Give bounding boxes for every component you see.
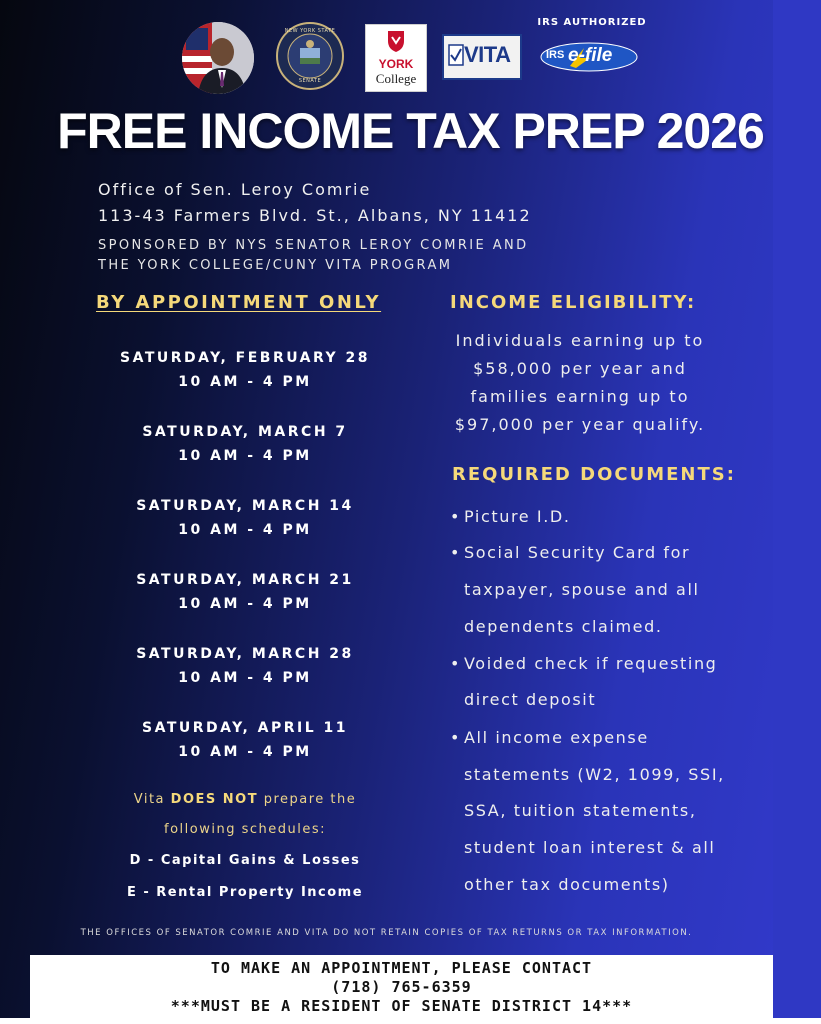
contact-phone: (718) 765-6359 bbox=[331, 978, 472, 996]
york-name: YORK bbox=[378, 57, 414, 71]
seal-top-text: NEW YORK STATE bbox=[284, 28, 336, 34]
document-line: Social Security Card for bbox=[464, 543, 691, 562]
bullet-icon: • bbox=[450, 507, 460, 526]
date-day: SATURDAY, MARCH 28 bbox=[136, 646, 354, 662]
irs-badge-text: IRS bbox=[546, 49, 565, 61]
date-time: 10 AM - 4 PM bbox=[178, 744, 312, 760]
sponsor-line-1: SPONSORED BY NYS SENATOR LEROY COMRIE AND bbox=[98, 238, 529, 253]
document-line: SSA, tuition statements, bbox=[464, 801, 697, 820]
residency-requirement: ***MUST BE A RESIDENT OF SENATE DISTRICT 14*** bbox=[170, 997, 633, 1015]
date-day: SATURDAY, APRIL 11 bbox=[141, 720, 349, 736]
sponsor-line-2: THE YORK COLLEGE/CUNY VITA PROGRAM bbox=[98, 258, 453, 273]
note-prefix: Vita bbox=[133, 792, 171, 807]
date-time: 10 AM - 4 PM bbox=[178, 596, 312, 612]
date-time: 10 AM - 4 PM bbox=[178, 374, 312, 390]
eligibility-line: Individuals earning up to bbox=[455, 331, 705, 350]
eligibility-line: families earning up to bbox=[470, 387, 690, 406]
document-line: dependents claimed. bbox=[464, 617, 663, 636]
note-line-2: following schedules: bbox=[164, 822, 326, 837]
note-emphasis: DOES NOT bbox=[170, 792, 259, 807]
seal-bottom-text: SENATE bbox=[298, 78, 322, 84]
document-line: other tax documents) bbox=[464, 875, 670, 894]
efile-text: e-file bbox=[568, 45, 613, 66]
document-line: Picture I.D. bbox=[464, 507, 571, 526]
page-title: FREE INCOME TAX PREP 2026 bbox=[57, 103, 764, 159]
date-time: 10 AM - 4 PM bbox=[178, 448, 312, 464]
document-line: taxpayer, spouse and all bbox=[464, 580, 700, 599]
schedule-e: E - Rental Property Income bbox=[126, 885, 364, 900]
bottom-background-strip bbox=[0, 1018, 821, 1024]
document-line: All income expense bbox=[464, 728, 649, 747]
date-day: SATURDAY, FEBRUARY 28 bbox=[119, 350, 371, 366]
contact-box bbox=[30, 955, 773, 1018]
date-day: SATURDAY, MARCH 14 bbox=[136, 498, 354, 514]
irs-authorized-label: IRS AUTHORIZED bbox=[537, 17, 647, 28]
note-suffix: prepare the bbox=[258, 792, 357, 807]
vita-does-not-note bbox=[60, 792, 430, 807]
eligibility-line: $97,000 per year qualify. bbox=[454, 415, 706, 434]
york-college-word: College bbox=[375, 71, 417, 86]
vita-wordmark: VITA bbox=[464, 42, 511, 67]
office-address: 113-43 Farmers Blvd. St., Albans, NY 11412 bbox=[98, 206, 532, 225]
eligibility-line: $58,000 per year and bbox=[473, 359, 687, 378]
document-line: statements (W2, 1099, SSI, bbox=[464, 765, 725, 784]
eligibility-heading: INCOME ELIGIBILITY: bbox=[450, 292, 697, 313]
appointment-heading: BY APPOINTMENT ONLY bbox=[96, 292, 382, 313]
date-day: SATURDAY, MARCH 7 bbox=[142, 424, 348, 440]
date-day: SATURDAY, MARCH 21 bbox=[136, 572, 354, 588]
office-name: Office of Sen. Leroy Comrie bbox=[98, 180, 372, 199]
bullet-icon: • bbox=[450, 728, 460, 747]
document-line: direct deposit bbox=[464, 690, 597, 709]
bullet-icon: • bbox=[450, 654, 460, 673]
date-time: 10 AM - 4 PM bbox=[178, 670, 312, 686]
right-background-strip bbox=[773, 0, 821, 1024]
irs-efile-logo bbox=[540, 42, 638, 72]
schedule-d: D - Capital Gains & Losses bbox=[129, 853, 361, 868]
date-time: 10 AM - 4 PM bbox=[178, 522, 312, 538]
appointment-dates bbox=[0, 0, 490, 780]
retention-disclaimer: THE OFFICES OF SENATOR COMRIE AND VITA DO NOT RETAIN COPIES OF TAX RETURNS OR TAX INFORMATION. bbox=[80, 928, 693, 938]
documents-heading: REQUIRED DOCUMENTS: bbox=[452, 464, 736, 485]
bullet-icon: • bbox=[450, 543, 460, 562]
document-line: student loan interest & all bbox=[464, 838, 716, 857]
document-line: Voided check if requesting bbox=[464, 654, 718, 673]
contact-instruction: TO MAKE AN APPOINTMENT, PLEASE CONTACT bbox=[210, 959, 593, 977]
